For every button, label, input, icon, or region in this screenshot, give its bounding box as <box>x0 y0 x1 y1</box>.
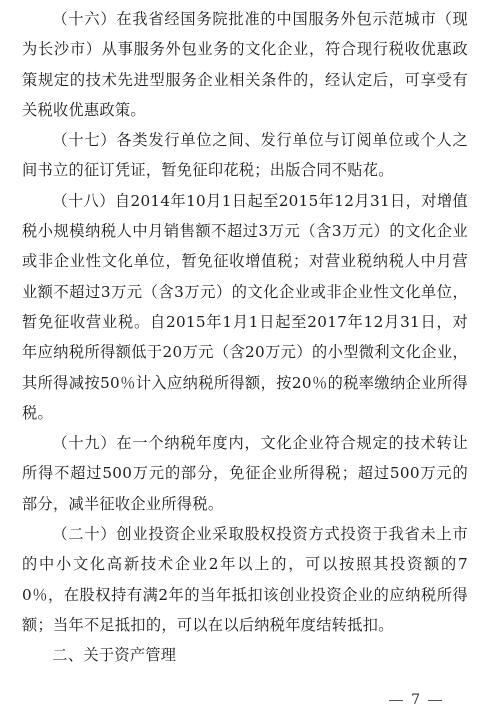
page-footer <box>381 690 450 710</box>
section-heading: 二、关于资产管理 <box>52 646 177 665</box>
footer-dash-left <box>389 700 403 701</box>
paragraph-18: （十八）自2014年10月1日起至2015年12月31日，对增值税小规模纳税人中月销售额不超过3万元（含3万元）的文化企业或非企业性文化单位，暂免征收增值税；对营业税纳税人中月营业额不超过3万元（含3万元）的文化企业或非企业性文化单位，暂免征收营业税。自2015年1月1日起至2017年12月31日，对年应纳税所得额低于20万元（含20万元）的小型微利文化企业，其所得减按50％计入应纳税所得额，按20％的税率缴纳企业所得税。 <box>22 191 468 422</box>
paragraph-16: （十六）在我省经国务院批准的中国服务外包示范城市（现为长沙市）从事服务外包业务的文化企业，符合现行税收优惠政策规定的技术先进型服务企业相关条件的，经认定后，可享受有关税收优惠政策。 <box>22 10 468 119</box>
paragraph-20: （二十）创业投资企业采取股权投资方式投资于我省未上市的中小文化高新技术企业2年以上的，可以按照其投资额的70％，在股权持有满2年的当年抵扣该创业投资企业的应纳税所得额；当年不足抵扣的，可以在以后纳税年度结转抵扣。 <box>22 525 468 634</box>
page-number: 7 <box>411 692 420 708</box>
document-body <box>22 4 468 671</box>
paragraph-17: （十七）各类发行单位之间、发行单位与订阅单位或个人之间书立的征订凭证，暂免征印花税；出版合同不贴花。 <box>22 131 468 180</box>
footer-dash-right <box>428 700 442 701</box>
paragraph-19: （十九）在一个纳税年度内，文化企业符合规定的技术转让所得不超过500万元的部分，免征企业所得税；超过500万元的部分，减半征收企业所得税。 <box>22 434 468 513</box>
